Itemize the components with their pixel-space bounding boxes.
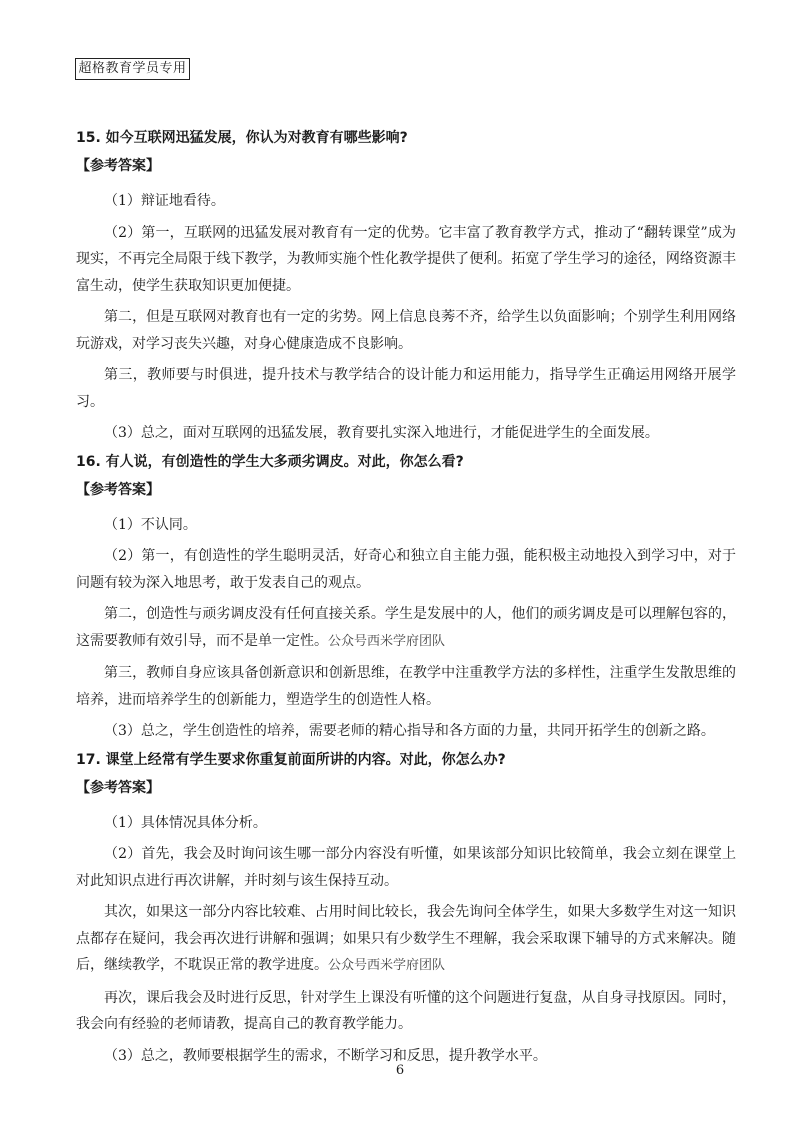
answer-paragraph: （1）具体情况具体分析。: [104, 814, 267, 831]
reference-answer-label: 【参考答案】: [76, 158, 160, 174]
answer-text: 第二，创造性与顽劣调皮没有任何直接关系。学生是发展中的人，他们的顽劣调皮是可以理解包容的，这需要教师有效引导，而不是单一定性。: [76, 606, 736, 649]
question-17-title: 17. 课堂上经常有学生要求你重复前面所讲的内容。对此，你怎么办?: [76, 751, 506, 768]
question-16-title: 16. 有人说，有创造性的学生大多顽劣调皮。对此，你怎么看?: [76, 453, 464, 470]
answer-paragraph: （2）首先，我会及时询问该生哪一部分内容没有听懂，如果该部分知识比较简单，我会立刻在课堂上对此知识点进行再次讲解，并时刻与该生保持互动。: [76, 846, 736, 889]
watermark-text: 公众号西米学府团队: [328, 958, 446, 973]
answer-text: 其次，如果这一部分内容比较难、占用时间比较长，我会先询问全体学生，如果大多数学生对这一知识点都存在疑问，我会再次进行讲解和强调；如果只有少数学生不理解，我会采取课下辅导的方式来解决。随后，继续教学，不耽误正常的教学进度。: [76, 904, 736, 973]
reference-answer-label: 【参考答案】: [76, 779, 160, 796]
document-body: [76, 128, 736, 1074]
answer-paragraph: （3）总之，面对互联网的迅猛发展，教育要扎实深入地进行，才能促进学生的全面发展。: [104, 425, 659, 441]
reference-answer-label: 【参考答案】: [76, 481, 160, 498]
answer-paragraph: （3）总之，学生创造性的培养，需要老师的精心指导和各方面的力量，共同开拓学生的创新之路。: [104, 723, 715, 739]
answer-paragraph: 第三，教师自身应该具备创新意识和创新思维，在教学中注重教学方法的多样性，注重学生发散思维的培养，进而培养学生的创新能力，塑造学生的创造性人格。: [76, 665, 736, 708]
answer-paragraph: 第三，教师要与时俱进，提升技术与教学结合的设计能力和运用能力，指导学生正确运用网络开展学习。: [76, 367, 736, 410]
answer-paragraph: [76, 601, 736, 655]
answer-paragraph: （1）辩证地看待。: [104, 193, 225, 209]
answer-paragraph: （2）第一，有创造性的学生聪明灵活，好奇心和独立自主能力强，能积极主动地投入到学习中，对于问题有较为深入地思考，敢于发表自己的观点。: [76, 548, 736, 591]
header-label-box: 超格教育学员专用: [75, 58, 190, 80]
answer-paragraph: （1）不认同。: [104, 516, 197, 533]
answer-paragraph: 再次，课后我会及时进行反思，针对学生上课没有听懂的这个问题进行复盘，从自身寻找原因。同时，我会向有经验的老师请教，提高自己的教育教学能力。: [76, 989, 736, 1032]
answer-paragraph: 第二，但是互联网对教育也有一定的劣势。网上信息良莠不齐，给学生以负面影响；个别学生利用网络玩游戏，对学习丧失兴趣，对身心健康造成不良影响。: [76, 309, 736, 352]
answer-paragraph: （2）第一，互联网的迅猛发展对教育有一定的优势。它丰富了教育教学方式，推动了“翻转课堂”成为现实，不再完全局限于线下教学，为教师实施个性化教学提供了便利。拓宽了学生学习的途径，网络资源丰富生动，使学生获取知识更加便捷。: [76, 224, 736, 294]
page-number: 6: [395, 1063, 405, 1078]
question-15-title: 15. 如今互联网迅猛发展，你认为对教育有哪些影响?: [76, 130, 408, 146]
answer-paragraph: （3）总之，教师要根据学生的需求，不断学习和反思，提升教学水平。: [104, 1047, 547, 1064]
watermark-text: 公众号西米学府团队: [328, 633, 446, 649]
answer-paragraph: [76, 899, 736, 980]
